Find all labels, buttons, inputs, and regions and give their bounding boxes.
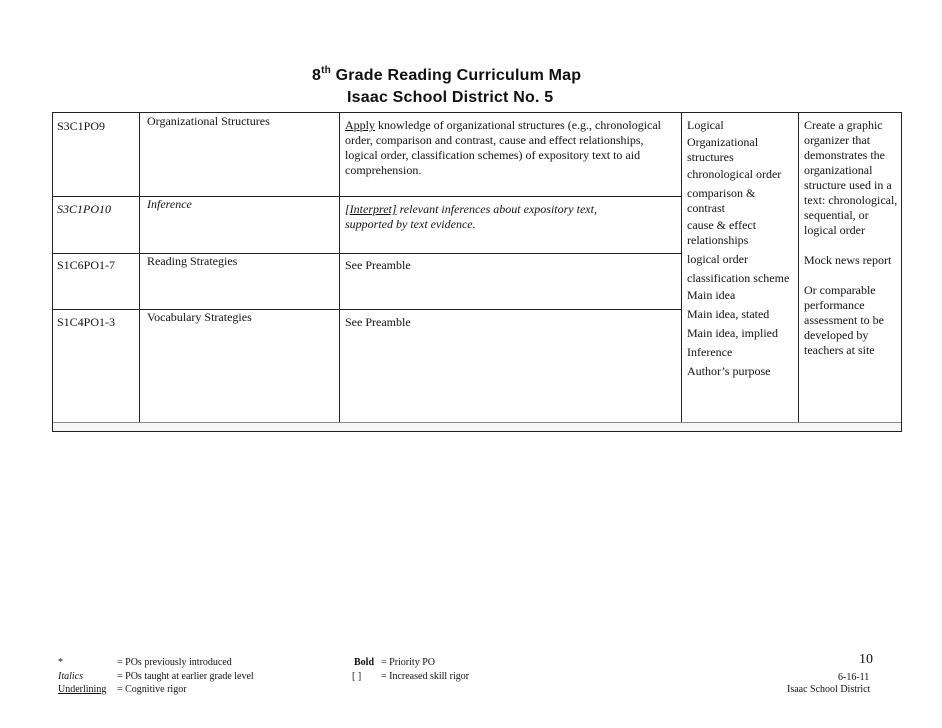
strand-name: Organizational Structures	[147, 114, 270, 128]
legend-symbol: Italics	[58, 671, 83, 682]
column-divider	[339, 113, 340, 431]
column-divider	[798, 113, 799, 431]
curriculum-table	[52, 112, 902, 432]
standard-code: S1C6PO1-7	[57, 258, 116, 272]
vocabulary-term: chronological order	[687, 167, 782, 181]
standard-description: See Preamble	[345, 258, 411, 272]
strand-name: Inference	[147, 197, 192, 211]
legend-description: = Cognitive rigor	[117, 684, 187, 695]
vocabulary-term: Inference	[687, 345, 733, 359]
footer-date: 6-16-11	[838, 672, 870, 683]
assessment-item: Mock news report	[804, 253, 892, 267]
title-line-2: Isaac School District No. 5	[347, 89, 554, 106]
column-divider	[681, 113, 682, 431]
footer-district: Isaac School District	[787, 684, 871, 695]
table-bottom-band	[53, 422, 901, 431]
legend-description: = POs taught at earlier grade level	[117, 671, 254, 682]
legend-symbol: Underlining	[58, 684, 107, 695]
legend-symbol: [ ]	[352, 671, 362, 682]
page-number: 10	[859, 652, 873, 667]
legend-description: = Priority PO	[381, 657, 435, 668]
strand-name: Vocabulary Strategies	[147, 310, 252, 324]
assessment-item: Or comparable performance assessment to be developed by teachers at site	[804, 283, 884, 357]
strand-name: Reading Strategies	[147, 254, 238, 268]
legend-description: = Increased skill rigor	[381, 671, 470, 682]
standard-description: See Preamble	[345, 315, 411, 329]
legend-symbol: *	[58, 657, 63, 668]
standard-code: S3C1PO10	[57, 202, 111, 216]
vocabulary-term: comparison & contrast	[687, 186, 756, 215]
vocabulary-term: Main idea, stated	[687, 307, 770, 321]
standard-code: S3C1PO9	[57, 119, 106, 133]
standard-description: Apply knowledge of organizational structures (e.g., chronological order, comparison and contrast, cause and effect relationships, logical order, classification schemes) of expository text to aid comprehension.	[345, 118, 662, 177]
vocabulary-term: Main idea	[687, 288, 736, 302]
vocabulary-term: Author’s purpose	[687, 364, 771, 378]
vocabulary-term: cause & effect relationships	[687, 218, 757, 247]
standard-code: S1C4PO1-3	[57, 315, 116, 329]
vocabulary-term: Organizational structures	[687, 135, 759, 164]
vocabulary-term: Logical	[687, 118, 724, 132]
title-line-1: 8th Grade Reading Curriculum Map	[312, 65, 582, 84]
column-divider	[139, 113, 140, 431]
vocabulary-term: logical order	[687, 252, 748, 266]
assessment-list	[804, 118, 900, 358]
legend-symbol: Bold	[354, 657, 375, 668]
vocabulary-term: classification scheme	[687, 271, 790, 285]
legend-description: = POs previously introduced	[117, 657, 232, 668]
vocabulary-term: Main idea, implied	[687, 326, 778, 340]
standard-description: [Interpret] relevant inferences about expository text, supported by text evidence.	[345, 202, 597, 231]
assessment-item: Create a graphic organizer that demonstrates the organizational structure used in a text: chronological, sequential, or logical order	[804, 118, 898, 237]
vocabulary-list	[687, 118, 795, 379]
